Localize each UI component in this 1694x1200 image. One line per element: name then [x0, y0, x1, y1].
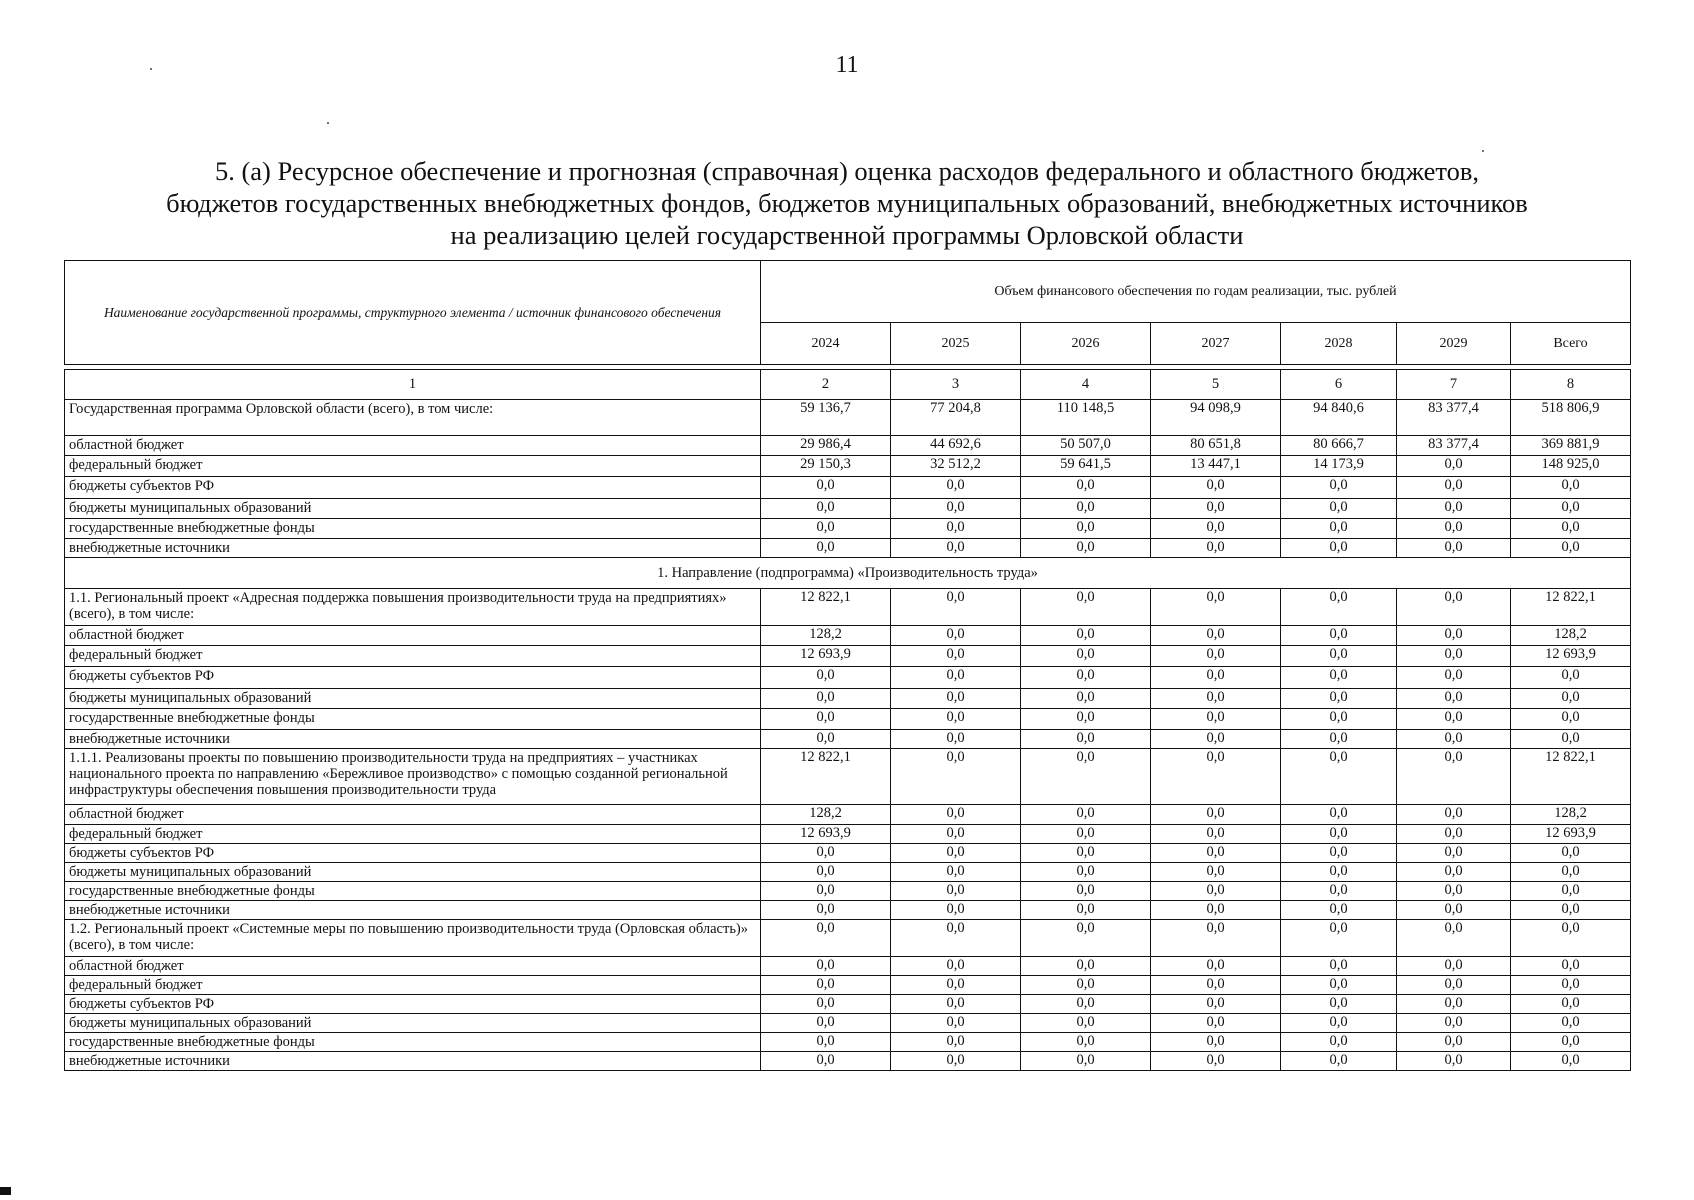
row-year-value: 0,0: [1021, 749, 1151, 805]
row-year-value: 80 651,8: [1151, 436, 1281, 456]
row-year-value: 0,0: [1021, 825, 1151, 844]
row-year-value: 0,0: [1151, 646, 1281, 667]
table-row: [65, 901, 1631, 920]
row-year-value: 0,0: [1151, 882, 1281, 901]
table-row: [65, 844, 1631, 863]
title-line-3: на реализацию целей государственной программы Орловской области: [450, 220, 1244, 250]
row-year-value: 0,0: [1021, 539, 1151, 558]
row-year-value: 0,0: [1397, 1052, 1511, 1071]
row-year-value: 0,0: [1397, 957, 1511, 976]
column-number-row: [65, 370, 1631, 400]
row-year-value: 0,0: [1021, 805, 1151, 825]
title-line-1: 5. (а) Ресурсное обеспечение и прогнозная (справочная) оценка расходов федерального и областного бюджетов,: [214, 156, 1480, 186]
row-label: федеральный бюджет: [65, 456, 761, 477]
title-line-2: бюджетов государственных внебюджетных фондов, бюджетов муниципальных образований, внебюджетных источников: [166, 188, 1528, 218]
row-total-value: 0,0: [1511, 995, 1631, 1014]
row-year-value: 0,0: [1397, 730, 1511, 749]
row-year-value: 0,0: [761, 901, 891, 920]
row-label: внебюджетные источники: [65, 730, 761, 749]
table-row: [65, 825, 1631, 844]
row-label: 1.2. Региональный проект «Системные меры по повышению производительности труда (Орловская область)» (всего), в том числе:: [65, 920, 761, 957]
row-year-value: 0,0: [1021, 730, 1151, 749]
row-year-value: 0,0: [1151, 957, 1281, 976]
row-year-value: 0,0: [1021, 689, 1151, 709]
row-year-value: 0,0: [1281, 901, 1397, 920]
row-year-value: 0,0: [1397, 589, 1511, 626]
column-number: 5: [1151, 370, 1281, 400]
row-label: бюджеты муниципальных образований: [65, 863, 761, 882]
total-header: Всего: [1511, 323, 1631, 365]
row-year-value: 0,0: [761, 709, 891, 730]
row-year-value: 0,0: [761, 863, 891, 882]
row-year-value: 0,0: [1021, 519, 1151, 539]
row-label: областной бюджет: [65, 626, 761, 646]
row-total-value: 12 693,9: [1511, 646, 1631, 667]
row-year-value: 0,0: [1281, 1052, 1397, 1071]
row-total-value: 0,0: [1511, 539, 1631, 558]
table-row: [65, 400, 1631, 436]
row-total-value: 12 822,1: [1511, 749, 1631, 805]
row-total-value: 0,0: [1511, 667, 1631, 689]
row-year-value: 0,0: [1151, 519, 1281, 539]
row-year-value: 29 150,3: [761, 456, 891, 477]
row-year-value: 0,0: [1151, 667, 1281, 689]
row-year-value: 94 840,6: [1281, 400, 1397, 436]
row-year-value: 0,0: [1021, 709, 1151, 730]
row-total-value: 0,0: [1511, 730, 1631, 749]
row-year-value: 0,0: [1397, 882, 1511, 901]
row-year-value: 0,0: [1397, 646, 1511, 667]
row-year-value: 0,0: [1281, 995, 1397, 1014]
table-row: [65, 995, 1631, 1014]
column-number: 6: [1281, 370, 1397, 400]
row-total-value: 0,0: [1511, 920, 1631, 957]
row-year-value: 0,0: [1397, 667, 1511, 689]
row-year-value: 77 204,8: [891, 400, 1021, 436]
row-year-value: 0,0: [1397, 749, 1511, 805]
row-year-value: 0,0: [1397, 825, 1511, 844]
row-year-value: 0,0: [1281, 882, 1397, 901]
row-year-value: 0,0: [1281, 667, 1397, 689]
row-label: государственные внебюджетные фонды: [65, 709, 761, 730]
column-number: 4: [1021, 370, 1151, 400]
table-row: [65, 499, 1631, 519]
table-row: [65, 730, 1631, 749]
row-year-value: 0,0: [1151, 1033, 1281, 1052]
row-label: внебюджетные источники: [65, 901, 761, 920]
row-year-value: 110 148,5: [1021, 400, 1151, 436]
row-year-value: 0,0: [1281, 626, 1397, 646]
row-year-value: 0,0: [1281, 730, 1397, 749]
row-label: областной бюджет: [65, 957, 761, 976]
row-year-value: 0,0: [891, 499, 1021, 519]
row-year-value: 0,0: [891, 901, 1021, 920]
row-year-value: 0,0: [1397, 499, 1511, 519]
year-header-2026: 2026: [1021, 323, 1151, 365]
table-row: [65, 882, 1631, 901]
row-year-value: 0,0: [1021, 882, 1151, 901]
row-year-value: 0,0: [1281, 519, 1397, 539]
row-total-value: 12 693,9: [1511, 825, 1631, 844]
name-column-header: Наименование государственной программы, структурного элемента / источник финансового обеспечения: [65, 261, 761, 365]
row-year-value: 0,0: [1151, 844, 1281, 863]
row-year-value: 0,0: [891, 709, 1021, 730]
row-total-value: 0,0: [1511, 499, 1631, 519]
table-row: [65, 863, 1631, 882]
row-year-value: 0,0: [761, 539, 891, 558]
row-total-value: 369 881,9: [1511, 436, 1631, 456]
row-year-value: 0,0: [891, 589, 1021, 626]
row-year-value: 0,0: [891, 1014, 1021, 1033]
row-total-value: 0,0: [1511, 976, 1631, 995]
row-year-value: 12 822,1: [761, 749, 891, 805]
column-number: 2: [761, 370, 891, 400]
row-total-value: 0,0: [1511, 1052, 1631, 1071]
row-year-value: 0,0: [761, 1014, 891, 1033]
row-label: бюджеты муниципальных образований: [65, 1014, 761, 1033]
table-header: [64, 260, 1631, 365]
row-year-value: 0,0: [1397, 519, 1511, 539]
row-year-value: 0,0: [1021, 626, 1151, 646]
row-year-value: 59 136,7: [761, 400, 891, 436]
row-year-value: 0,0: [1397, 844, 1511, 863]
year-header-2028: 2028: [1281, 323, 1397, 365]
row-year-value: 0,0: [891, 920, 1021, 957]
row-year-value: 0,0: [761, 976, 891, 995]
table-row: [65, 646, 1631, 667]
row-year-value: 80 666,7: [1281, 436, 1397, 456]
row-year-value: 12 693,9: [761, 646, 891, 667]
row-year-value: 0,0: [1021, 920, 1151, 957]
row-total-value: 0,0: [1511, 519, 1631, 539]
row-year-value: 0,0: [1281, 1014, 1397, 1033]
row-label: областной бюджет: [65, 805, 761, 825]
row-label: внебюджетные источники: [65, 539, 761, 558]
year-header-2025: 2025: [891, 323, 1021, 365]
row-year-value: 14 173,9: [1281, 456, 1397, 477]
row-total-value: 0,0: [1511, 844, 1631, 863]
row-year-value: 44 692,6: [891, 436, 1021, 456]
row-year-value: 0,0: [891, 749, 1021, 805]
table-row: [65, 477, 1631, 499]
row-total-value: 0,0: [1511, 689, 1631, 709]
row-year-value: 0,0: [1397, 976, 1511, 995]
scan-speck: [1482, 150, 1484, 152]
row-year-value: 0,0: [1151, 626, 1281, 646]
row-year-value: 0,0: [1281, 749, 1397, 805]
row-year-value: 128,2: [761, 626, 891, 646]
row-year-value: 0,0: [1151, 920, 1281, 957]
row-label: государственные внебюджетные фонды: [65, 519, 761, 539]
table-row: [65, 1033, 1631, 1052]
row-total-value: 0,0: [1511, 901, 1631, 920]
row-year-value: 0,0: [891, 882, 1021, 901]
row-label: бюджеты муниципальных образований: [65, 689, 761, 709]
funding-group-header: Объем финансового обеспечения по годам реализации, тыс. рублей: [761, 261, 1631, 323]
row-label: государственные внебюджетные фонды: [65, 882, 761, 901]
row-year-value: 0,0: [1281, 1033, 1397, 1052]
row-year-value: 0,0: [1151, 730, 1281, 749]
row-year-value: 0,0: [1281, 589, 1397, 626]
row-year-value: 0,0: [1021, 477, 1151, 499]
row-year-value: 0,0: [891, 976, 1021, 995]
row-year-value: 0,0: [1151, 901, 1281, 920]
row-total-value: 0,0: [1511, 957, 1631, 976]
row-year-value: 0,0: [1281, 805, 1397, 825]
row-year-value: 0,0: [1021, 589, 1151, 626]
row-year-value: 0,0: [761, 1033, 891, 1052]
row-year-value: 0,0: [1397, 995, 1511, 1014]
row-year-value: 0,0: [761, 689, 891, 709]
row-year-value: 0,0: [761, 730, 891, 749]
row-year-value: 0,0: [1021, 667, 1151, 689]
row-year-value: 0,0: [1397, 805, 1511, 825]
section-row: [65, 558, 1631, 589]
row-year-value: 0,0: [1397, 1014, 1511, 1033]
row-year-value: 0,0: [1021, 976, 1151, 995]
row-year-value: 0,0: [891, 1052, 1021, 1071]
row-year-value: 0,0: [1397, 456, 1511, 477]
row-year-value: 0,0: [1151, 689, 1281, 709]
row-year-value: 0,0: [761, 920, 891, 957]
column-number: 3: [891, 370, 1021, 400]
column-number: 7: [1397, 370, 1511, 400]
row-year-value: 128,2: [761, 805, 891, 825]
row-year-value: 0,0: [1151, 709, 1281, 730]
row-total-value: 0,0: [1511, 477, 1631, 499]
table-row: [65, 626, 1631, 646]
table-row: [65, 589, 1631, 626]
row-year-value: 94 098,9: [1151, 400, 1281, 436]
row-year-value: 0,0: [1151, 749, 1281, 805]
row-year-value: 0,0: [891, 805, 1021, 825]
year-header-2027: 2027: [1151, 323, 1281, 365]
row-label: федеральный бюджет: [65, 646, 761, 667]
row-total-value: 148 925,0: [1511, 456, 1631, 477]
row-year-value: 0,0: [761, 882, 891, 901]
table-row: [65, 667, 1631, 689]
row-year-value: 0,0: [761, 667, 891, 689]
row-year-value: 0,0: [1151, 477, 1281, 499]
table-row: [65, 957, 1631, 976]
scan-speck: [150, 68, 152, 70]
row-year-value: 0,0: [891, 863, 1021, 882]
row-year-value: 0,0: [891, 730, 1021, 749]
row-year-value: 0,0: [1021, 957, 1151, 976]
row-year-value: 0,0: [1281, 646, 1397, 667]
row-year-value: 0,0: [1151, 805, 1281, 825]
row-year-value: 59 641,5: [1021, 456, 1151, 477]
row-year-value: 0,0: [891, 844, 1021, 863]
row-year-value: 0,0: [1281, 957, 1397, 976]
row-year-value: 0,0: [1397, 539, 1511, 558]
row-label: бюджеты субъектов РФ: [65, 844, 761, 863]
row-year-value: 0,0: [1021, 1052, 1151, 1071]
row-year-value: 0,0: [1281, 689, 1397, 709]
row-year-value: 0,0: [1281, 844, 1397, 863]
row-year-value: 0,0: [761, 477, 891, 499]
table-row: [65, 1014, 1631, 1033]
row-year-value: 0,0: [1281, 499, 1397, 519]
row-label: федеральный бюджет: [65, 976, 761, 995]
row-year-value: 0,0: [1151, 825, 1281, 844]
row-year-value: 0,0: [1021, 995, 1151, 1014]
table-row: [65, 749, 1631, 805]
table-row: [65, 976, 1631, 995]
table-row: [65, 539, 1631, 558]
scan-edge-mark: [0, 1187, 11, 1195]
row-label: федеральный бюджет: [65, 825, 761, 844]
row-year-value: 0,0: [1281, 976, 1397, 995]
table-row: [65, 709, 1631, 730]
row-year-value: 0,0: [1021, 499, 1151, 519]
row-year-value: 0,0: [891, 646, 1021, 667]
row-year-value: 0,0: [1021, 863, 1151, 882]
row-year-value: 0,0: [761, 844, 891, 863]
row-year-value: 0,0: [891, 519, 1021, 539]
row-year-value: 0,0: [1281, 863, 1397, 882]
row-year-value: 0,0: [761, 995, 891, 1014]
row-year-value: 0,0: [1021, 844, 1151, 863]
row-year-value: 0,0: [891, 539, 1021, 558]
column-number: 8: [1511, 370, 1631, 400]
row-year-value: 0,0: [1151, 1052, 1281, 1071]
row-year-value: 0,0: [1021, 646, 1151, 667]
row-year-value: 0,0: [891, 957, 1021, 976]
row-total-value: 128,2: [1511, 626, 1631, 646]
row-year-value: 0,0: [891, 1033, 1021, 1052]
row-label: бюджеты субъектов РФ: [65, 995, 761, 1014]
row-label: областной бюджет: [65, 436, 761, 456]
row-year-value: 0,0: [1151, 1014, 1281, 1033]
row-year-value: 0,0: [1281, 539, 1397, 558]
row-year-value: 0,0: [1281, 709, 1397, 730]
column-number: 1: [65, 370, 761, 400]
table-row: [65, 689, 1631, 709]
row-total-value: 0,0: [1511, 1033, 1631, 1052]
section-heading: 1. Направление (подпрограмма) «Производительность труда»: [65, 558, 1631, 589]
row-label: бюджеты субъектов РФ: [65, 477, 761, 499]
row-year-value: 0,0: [1281, 477, 1397, 499]
row-year-value: 83 377,4: [1397, 436, 1511, 456]
row-year-value: 0,0: [891, 667, 1021, 689]
row-year-value: 0,0: [1281, 825, 1397, 844]
funding-table: [64, 369, 1631, 1071]
table-row: [65, 1052, 1631, 1071]
row-year-value: 0,0: [1397, 920, 1511, 957]
row-year-value: 0,0: [1397, 1033, 1511, 1052]
row-year-value: 0,0: [891, 689, 1021, 709]
row-year-value: 0,0: [1151, 539, 1281, 558]
row-year-value: 0,0: [1397, 626, 1511, 646]
row-total-value: 0,0: [1511, 882, 1631, 901]
row-year-value: 32 512,2: [891, 456, 1021, 477]
row-year-value: 0,0: [1151, 589, 1281, 626]
row-total-value: 128,2: [1511, 805, 1631, 825]
row-year-value: 0,0: [891, 995, 1021, 1014]
row-year-value: 0,0: [1151, 995, 1281, 1014]
year-header-2024: 2024: [761, 323, 891, 365]
table-row: [65, 805, 1631, 825]
row-label: Государственная программа Орловской области (всего), в том числе:: [65, 400, 761, 436]
row-year-value: 0,0: [891, 825, 1021, 844]
row-label: внебюджетные источники: [65, 1052, 761, 1071]
row-year-value: 0,0: [761, 1052, 891, 1071]
page-number: 11: [835, 52, 859, 78]
row-label: государственные внебюджетные фонды: [65, 1033, 761, 1052]
row-year-value: 0,0: [1397, 709, 1511, 730]
row-year-value: 0,0: [1151, 976, 1281, 995]
row-year-value: 0,0: [1397, 689, 1511, 709]
row-year-value: 0,0: [1397, 901, 1511, 920]
row-year-value: 0,0: [1397, 477, 1511, 499]
table-row: [65, 456, 1631, 477]
row-year-value: 0,0: [1397, 863, 1511, 882]
row-year-value: 0,0: [1151, 499, 1281, 519]
row-year-value: 0,0: [1281, 920, 1397, 957]
row-label: 1.1.1. Реализованы проекты по повышению производительности труда на предприятиях – участниках национального проекта по направлению «Бережливое производство» с помощью созданной региональной инфраструктуры обеспечения повышения производительности труда: [65, 749, 761, 805]
row-year-value: 83 377,4: [1397, 400, 1511, 436]
row-total-value: 0,0: [1511, 863, 1631, 882]
row-year-value: 0,0: [761, 499, 891, 519]
row-year-value: 12 822,1: [761, 589, 891, 626]
row-label: бюджеты субъектов РФ: [65, 667, 761, 689]
row-year-value: 13 447,1: [1151, 456, 1281, 477]
row-year-value: 0,0: [1151, 863, 1281, 882]
row-year-value: 50 507,0: [1021, 436, 1151, 456]
row-year-value: 29 986,4: [761, 436, 891, 456]
row-year-value: 0,0: [891, 626, 1021, 646]
row-year-value: 0,0: [891, 477, 1021, 499]
row-year-value: 0,0: [761, 519, 891, 539]
scan-speck: [327, 122, 329, 124]
year-header-2029: 2029: [1397, 323, 1511, 365]
row-year-value: 12 693,9: [761, 825, 891, 844]
row-total-value: 518 806,9: [1511, 400, 1631, 436]
row-label: бюджеты муниципальных образований: [65, 499, 761, 519]
document-title: [60, 155, 1634, 251]
row-year-value: 0,0: [1021, 1014, 1151, 1033]
row-label: 1.1. Региональный проект «Адресная поддержка повышения производительности труда на предприятиях» (всего), в том числе:: [65, 589, 761, 626]
table-row: [65, 519, 1631, 539]
row-total-value: 12 822,1: [1511, 589, 1631, 626]
row-year-value: 0,0: [1021, 1033, 1151, 1052]
row-total-value: 0,0: [1511, 709, 1631, 730]
table-row: [65, 436, 1631, 456]
row-total-value: 0,0: [1511, 1014, 1631, 1033]
row-year-value: 0,0: [1021, 901, 1151, 920]
table-row: [65, 920, 1631, 957]
row-year-value: 0,0: [761, 957, 891, 976]
